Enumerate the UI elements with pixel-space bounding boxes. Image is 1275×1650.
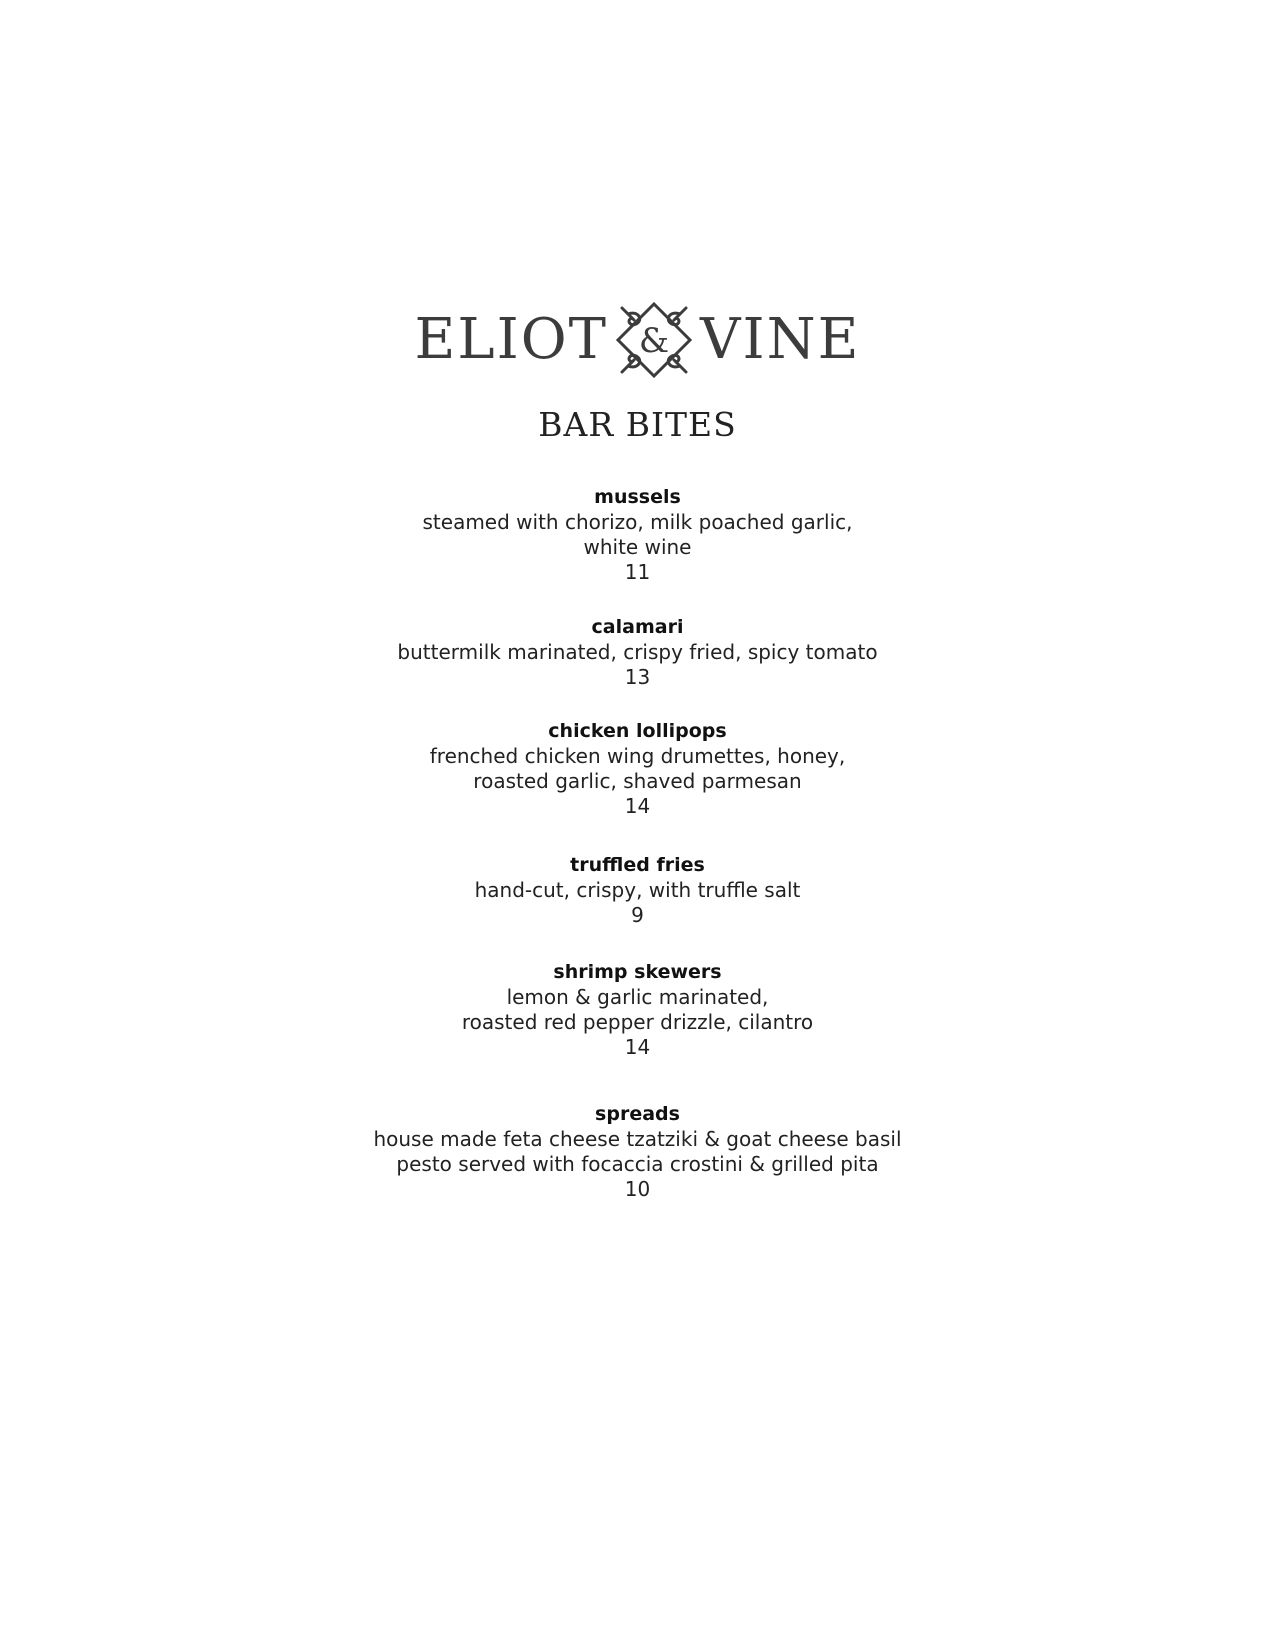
menu-item-mussels xyxy=(0,485,1275,585)
item-description-line: white wine xyxy=(583,535,692,559)
item-description-line: steamed with chorizo, milk poached garlic, xyxy=(422,510,853,534)
item-description-line: hand-cut, crispy, with truffle salt xyxy=(474,878,801,902)
item-description-line: house made feta cheese tzatziki & goat cheese basil xyxy=(373,1127,902,1151)
ornament-emblem-icon xyxy=(614,300,694,380)
item-name: calamari xyxy=(591,616,684,638)
menu-item-shrimp-skewers xyxy=(0,960,1275,1060)
item-price: 14 xyxy=(624,794,651,818)
item-name: truffled fries xyxy=(570,854,705,876)
item-price: 11 xyxy=(624,560,651,584)
item-price: 9 xyxy=(631,903,644,927)
menu-item-spreads xyxy=(0,1102,1275,1202)
item-name: chicken lollipops xyxy=(548,720,727,742)
menu-item-chicken-lollipops xyxy=(0,719,1275,819)
item-price: 13 xyxy=(624,665,651,689)
item-description-line: pesto served with focaccia crostini & grilled pita xyxy=(396,1152,879,1176)
logo-word-right: VINE xyxy=(700,307,861,372)
logo-word-left: ELIOT xyxy=(414,307,608,372)
item-name: mussels xyxy=(594,486,681,508)
emblem-ampersand: & xyxy=(638,321,670,361)
item-name: spreads xyxy=(595,1103,680,1125)
item-description-line: lemon & garlic marinated, xyxy=(506,985,769,1009)
item-name: shrimp skewers xyxy=(553,961,722,983)
item-price: 14 xyxy=(624,1035,651,1059)
restaurant-logo xyxy=(0,300,1275,380)
section-title: BAR BITES xyxy=(538,405,737,444)
item-description-line: frenched chicken wing drumettes, honey, xyxy=(429,744,846,768)
item-description-line: buttermilk marinated, crispy fried, spicy tomato xyxy=(397,640,878,664)
item-description-line: roasted garlic, shaved parmesan xyxy=(473,769,802,793)
menu-item-calamari xyxy=(0,615,1275,690)
item-description-line: roasted red pepper drizzle, cilantro xyxy=(461,1010,814,1034)
item-price: 10 xyxy=(624,1177,651,1201)
menu-item-truffled-fries xyxy=(0,853,1275,928)
